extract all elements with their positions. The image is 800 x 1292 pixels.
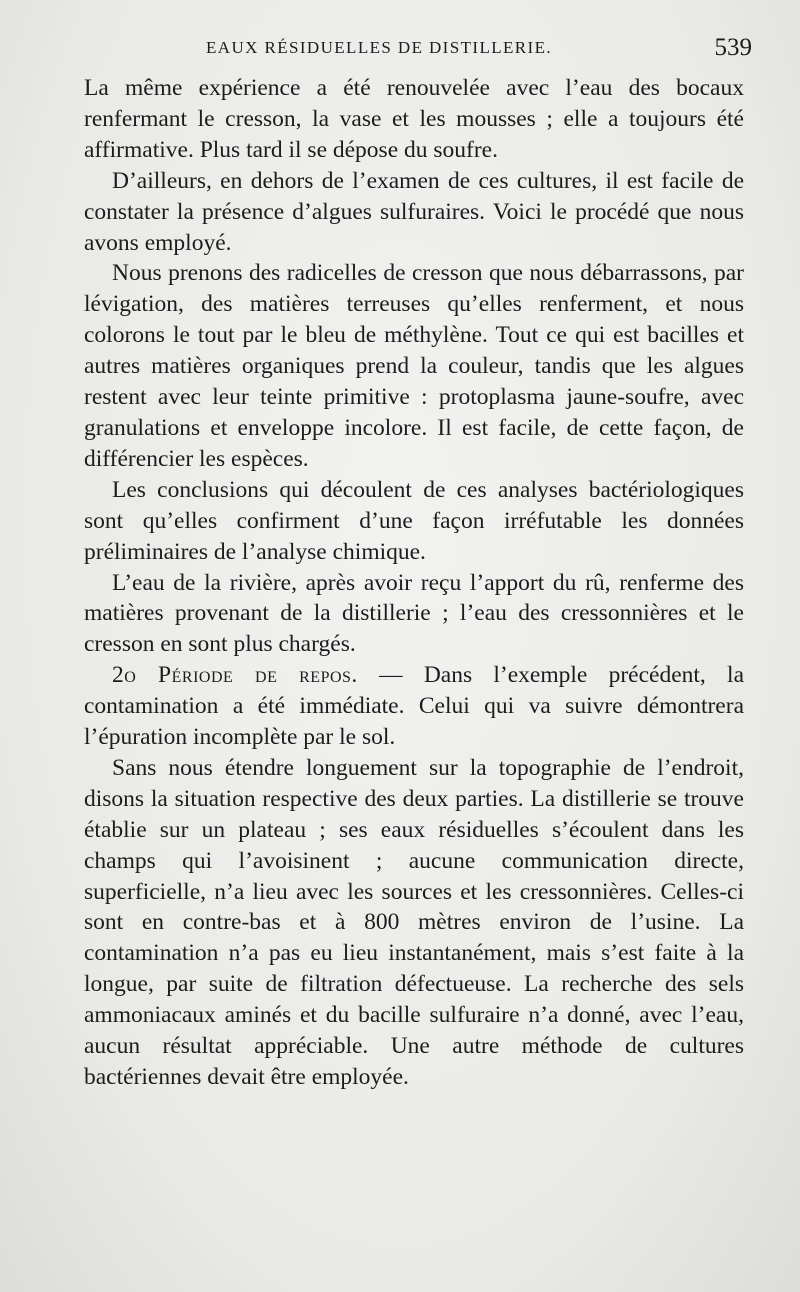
running-head: EAUX RÉSIDUELLES DE DISTILLERIE. <box>206 38 553 57</box>
paragraph: L’eau de la rivière, après avoir reçu l’apport du rû, renferme des matières provenant de la distillerie ; l’eau des cressonnières et le cresson en sont plus chargés. <box>84 569 744 658</box>
body-text <box>84 73 744 1093</box>
paragraph: La même expérience a été renouvelée avec l’eau des bocaux renfermant le cresson, la vase et les mousses ; elle a toujours été affirmative. Plus tard il se dépose du soufre. <box>84 75 744 163</box>
paragraph: D’ailleurs, en dehors de l’examen de ces cultures, il est facile de constater la présence d’algues sulfuraires. Voici le procédé que nous avons employé. <box>84 167 744 256</box>
page-header <box>0 34 800 64</box>
paragraph-with-heading <box>84 660 744 753</box>
page-number: 539 <box>714 34 752 61</box>
section-heading: 2o Période de repos. <box>112 662 358 689</box>
paragraph: Nous prenons des radicelles de cresson que nous débarrassons, par lévigation, des matières terreuses qu’elles renferment, et nous colorons le tout par le bleu de méthylène. Tout ce qui est bacilles et autres matières organiques prend la couleur, tandis que les algues restent avec leur teinte primitive : protoplasma jaune-soufre, avec granulations et enveloppe incolore. Il est facile, de cette façon, de différencier les espèces. <box>84 260 744 472</box>
paragraph-text: — Dans l’exemple précédent, la contamination a été immédiate. Celui qui va suivre démontrera l’épuration incomplète par le sol. <box>84 662 745 751</box>
paragraph: Sans nous étendre longuement sur la topographie de l’endroit, disons la situation respective des deux parties. La distillerie se trouve établie sur un plateau ; ses eaux résiduelles s’écoulent dans les champs qui l’avoisinent ; aucune communication directe, superficielle, n’a lieu avec les sources et les cressonnières. Celles-ci sont en contre-bas et à 800 mètres environ de l’usine. La contamination n’a pas eu lieu instantanément, mais s’est faite à la longue, par suite de filtration défectueuse. La recherche des sels ammoniacaux aminés et du bacille sulfuraire n’a donné, avec l’eau, aucun résultat appréciable. Une autre méthode de cultures bactériennes devait être employée. <box>84 754 744 1090</box>
paragraph: Les conclusions qui découlent de ces analyses bactériologiques sont qu’elles confirment d’une façon irréfutable les données préliminaires de l’analyse chimique. <box>84 476 744 565</box>
